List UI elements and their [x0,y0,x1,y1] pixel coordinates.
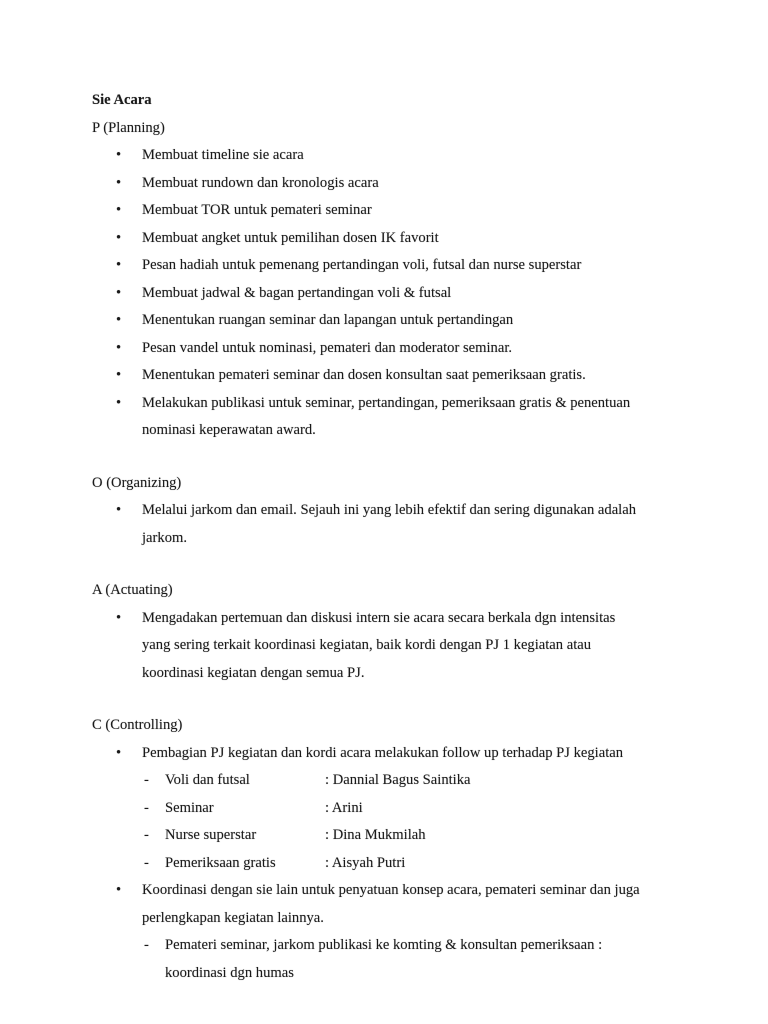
section-heading: A (Actuating) [92,582,173,598]
bullet-line: Pesan vandel untuk nominasi, pemateri dan moderator seminar. [142,339,513,356]
section-actuating [92,577,676,687]
bullet-line: Mengadakan pertemuan dan diskusi intern sie acara secara berkala dgn intensitas [142,609,616,626]
pj-activity-label: Seminar [165,799,214,816]
section-heading: P (Planning) [92,119,165,136]
bullet-item [92,170,676,198]
pj-person-value: : Dannial Bagus Saintika [325,772,471,788]
section-heading: C (Controlling) [92,717,183,733]
bullet-item [92,280,676,308]
bullet-marker: • [116,284,122,301]
bullet-item [92,225,676,253]
pj-activity-label: Nurse superstar [165,827,257,843]
section-planning [92,115,676,445]
bullet-marker: • [116,202,122,218]
pj-person-value: : Aisyah Putri [325,854,406,871]
bullet-line: perlengkapan kegiatan lainnya. [142,909,324,926]
pj-assignment-row [92,795,676,823]
bullet-line: Pembagian PJ kegiatan dan kordi acara melakukan follow up terhadap PJ kegiatan [142,744,624,761]
bullet-line: Koordinasi dengan sie lain untuk penyatuan konsep acara, pemateri seminar dan juga [142,882,640,898]
bullet-line: Melalui jarkom dan email. Sejauh ini yang lebih efektif dan sering digunakan adalah [142,502,637,518]
bullet-marker: • [116,339,122,356]
bullet-marker: • [116,394,122,411]
bullet-marker: • [116,257,122,273]
bullet-line: Menentukan ruangan seminar dan lapangan untuk pertandingan [142,312,514,328]
bullet-marker: • [116,367,122,383]
dash-item [92,932,676,987]
bullet-line: Menentukan pemateri seminar dan dosen konsultan saat pemeriksaan gratis. [142,367,586,383]
pj-person-value: : Arini [325,799,363,816]
pj-person-value: : Dina Mukmilah [325,827,426,843]
dash-line: Pemateri seminar, jarkom publikasi ke komting & konsultan pemeriksaan : [165,937,603,953]
bullet-item [92,197,676,225]
section-organizing [92,470,676,553]
bullet-item [92,362,676,390]
bullet-marker: • [116,609,122,626]
dash-line: koordinasi dgn humas [165,964,294,981]
section-heading: O (Organizing) [92,474,182,491]
bullet-line: koordinasi kegiatan dengan semua PJ. [142,664,365,681]
bullet-line: nominasi keperawatan award. [142,422,316,438]
bullet-marker: • [116,147,122,163]
dash-marker: - [144,799,149,816]
bullet-item [92,335,676,363]
bullet-marker: • [116,174,122,191]
dash-marker: - [144,937,149,953]
bullet-marker: • [116,229,122,246]
bullet-line: Membuat timeline sie acara [142,147,304,163]
bullet-item [92,605,676,688]
bullet-item [92,390,676,445]
bullet-line: Membuat TOR untuk pemateri seminar [142,202,372,218]
bullet-line: Melakukan publikasi untuk seminar, pertandingan, pemeriksaan gratis & penentuan [142,394,631,411]
bullet-marker: • [116,744,122,761]
dash-marker: - [144,772,149,788]
bullet-line: Membuat jadwal & bagan pertandingan voli & futsal [142,284,452,301]
bullet-marker: • [116,502,122,518]
section-controlling [92,712,676,987]
pj-activity-label: Pemeriksaan gratis [165,854,276,871]
bullet-marker: • [116,312,122,328]
bullet-item [92,142,676,170]
bullet-line: jarkom. [142,529,187,546]
bullet-marker: • [116,882,122,898]
bullet-line: Pesan hadiah untuk pemenang pertandingan voli, futsal dan nurse superstar [142,257,582,273]
document-title: Sie Acara [92,92,152,108]
bullet-item [92,497,676,552]
dash-marker: - [144,827,149,843]
bullet-item [92,252,676,280]
pj-assignment-row [92,822,676,850]
pj-activity-label: Voli dan futsal [165,772,250,788]
pj-assignment-row [92,850,676,878]
bullet-item [92,740,676,768]
dash-marker: - [144,854,149,871]
bullet-line: Membuat angket untuk pemilihan dosen IK favorit [142,229,439,246]
bullet-item [92,877,676,932]
pj-assignment-row [92,767,676,795]
bullet-line: yang sering terkait koordinasi kegiatan, baik kordi dengan PJ 1 kegiatan atau [142,637,592,653]
bullet-line: Membuat rundown dan kronologis acara [142,174,379,191]
bullet-item [92,307,676,335]
